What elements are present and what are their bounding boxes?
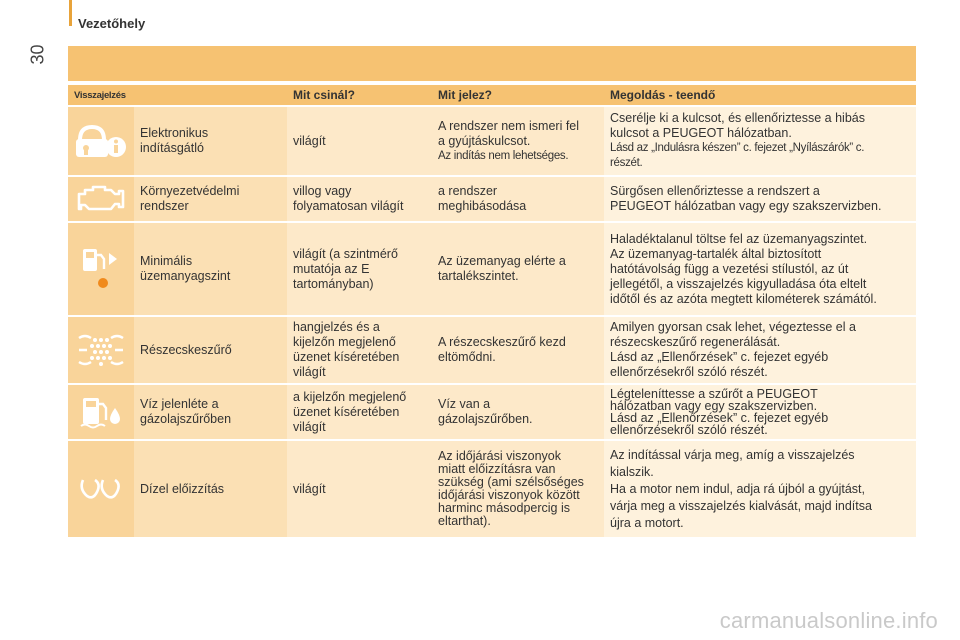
action-line: üzenet kíséretében [293,404,400,419]
table-row [68,385,916,439]
water-in-fuel-icon [77,394,125,430]
solution-line: PEUGEOT hálózatban vagy egy szakszervizben. [610,199,882,213]
solution-cell [604,441,916,537]
name-cell [134,177,287,221]
header-banner [68,46,916,81]
meaning-cell [432,317,604,383]
meaning-line: A rendszer nem ismeri fel [438,118,580,133]
warning-lights-table [68,83,916,539]
engine-icon [75,184,127,214]
meaning-cell [432,177,604,221]
indicator-cell [68,223,134,315]
name-line: rendszer [140,199,189,213]
meaning-line: a rendszer [438,184,498,198]
meaning-line: harminc másodpercig is [438,501,570,515]
section-accent-bar [69,0,72,26]
name-line: Elektronikus [140,126,209,140]
solution-line: Az indítással várja meg, amíg a visszajelzés [610,447,855,462]
meaning-line: miatt előizzításra van [438,462,556,476]
meaning-line: tartalékszintet. [438,269,519,283]
table-row [68,317,916,383]
page-number: 30 [27,44,48,65]
solution-line: időtől és az azóta megtett kilométerek számától. [610,291,877,306]
action-line: világít [293,419,326,434]
solution-line: ellenőrzésekről szóló részét. [610,423,768,437]
action-line: világít [293,365,326,379]
solution-line: újra a motort. [610,515,684,530]
solution-line: hatótávolság függ a vezetési stílustól, az út [610,261,849,276]
name-line: Víz jelenléte a [140,397,219,411]
solution-line: ellenőrzésekről szóló részét. [610,365,768,379]
action-line: hangjelzés és a [293,320,380,334]
action-line: üzenet kíséretében [293,350,400,364]
name-cell [134,107,287,175]
indicator-cell [68,385,134,439]
meaning-line: a gyújtáskulcsot. [438,133,531,148]
action-line: kijelzőn megjelenő [293,335,396,349]
meaning-line: eltarthat). [438,514,491,528]
meaning-note: Az indítás nem lehetséges. [438,149,569,162]
name-cell [134,441,287,537]
solution-line: jellegétől, a visszajelzés kigyulladása óta eltelt [610,276,867,291]
table-row [68,107,916,175]
meaning-cell [432,223,604,315]
meaning-line: eltömődni. [438,350,496,364]
name-line: Részecskeszűrő [140,342,232,357]
solution-note: részét. [610,157,643,169]
action-cell [287,317,432,383]
meaning-line: Az üzemanyag elérte a [438,254,566,268]
indicator-cell [68,177,134,221]
name-cell [134,317,287,383]
action-cell [287,441,432,537]
action-line: folyamatosan világít [293,199,404,213]
column-header-name [134,85,287,105]
meaning-cell [432,385,604,439]
solution-line: Az üzemanyag-tartalék által biztosított [610,246,822,261]
meaning-line: Az időjárási viszonyok [438,449,561,463]
action-line: világít [293,481,326,496]
solution-line: Amilyen gyorsan csak lehet, végeztesse el a [610,320,856,334]
action-cell [287,385,432,439]
meaning-line: időjárási viszonyok között [438,488,580,502]
meaning-cell [432,107,604,175]
meaning-cell [432,441,604,537]
indicator-cell [68,441,134,537]
action-line: a kijelzőn megjelenő [293,389,407,404]
solution-line: részecskeszűrő regenerálását. [610,335,781,349]
name-cell [134,223,287,315]
section-title: Vezetőhely [78,16,146,31]
solution-line: Cserélje ki a kulcsot, és ellenőriztesse a hibás [610,111,865,125]
action-line: világít [293,133,326,148]
name-line: Környezetvédelmi [140,184,240,198]
solution-line: Lásd az „Ellenőrzések” c. fejezet egyéb [610,411,829,425]
action-line: villog vagy [293,184,352,198]
solution-cell [604,223,916,315]
action-cell [287,107,432,175]
name-cell [134,385,287,439]
particle-filter-icon [75,330,127,370]
table-row [68,441,916,537]
fuel-pump-icon [77,245,125,293]
solution-line: hálózatban vagy egy szakszervizben. [610,399,818,413]
solution-line: Lásd az „Ellenőrzések” c. fejezet egyéb [610,350,829,364]
action-line: mutatója az E [293,261,370,276]
action-line: tartományban) [293,276,374,291]
column-header-solution: Megoldás - teendő [604,85,916,105]
name-line: indításgátló [140,141,204,155]
table-header-row [68,85,916,105]
action-cell [287,177,432,221]
column-header-meaning: Mit jelez? [432,85,604,105]
solution-line: kialszik. [610,464,654,479]
name-line: gázolajszűrőben [140,412,232,426]
solution-cell [604,385,916,439]
action-line: világít (a szintmérő [293,246,398,261]
glow-plug-icon [77,474,125,504]
solution-line: Ha a motor nem indul, adja rá újból a gyújtást, [610,481,865,496]
solution-cell [604,177,916,221]
column-header-indicator: Visszajelzés [68,85,134,105]
meaning-line: A részecskeszűrő kezd [438,335,566,349]
table-row [68,177,916,221]
solution-cell [604,317,916,383]
name-line: üzemanyagszint [140,269,231,283]
solution-line: várja meg a visszajelzés kialvását, majd indítsa [610,498,872,513]
meaning-line: Víz van a [438,397,491,411]
solution-line: kulcsot a PEUGEOT hálózatban. [610,126,792,140]
name-line: Minimális [140,254,193,268]
column-header-action: Mit csinál? [287,85,432,105]
lock-key-icon [74,123,130,159]
solution-line: Sürgősen ellenőriztesse a rendszert a [610,184,820,198]
table-row [68,223,916,315]
meaning-line: gázolajszűrőben. [438,412,533,426]
watermark: carmanualsonline.info [719,608,938,633]
solution-line: Haladéktalanul töltse fel az üzemanyagszintet. [610,231,868,246]
name-line: Dízel előizzítás [140,481,225,496]
solution-cell [604,107,916,175]
solution-line: Légteleníttesse a szűrőt a PEUGEOT [610,387,818,401]
indicator-cell [68,107,134,175]
meaning-line: szükség (ami szélsőséges [438,475,584,489]
indicator-cell [68,317,134,383]
action-cell [287,223,432,315]
meaning-line: meghibásodása [438,199,527,213]
solution-note: Lásd az „Indulásra készen” c. fejezet „Nyílászárók” c. [610,142,865,154]
